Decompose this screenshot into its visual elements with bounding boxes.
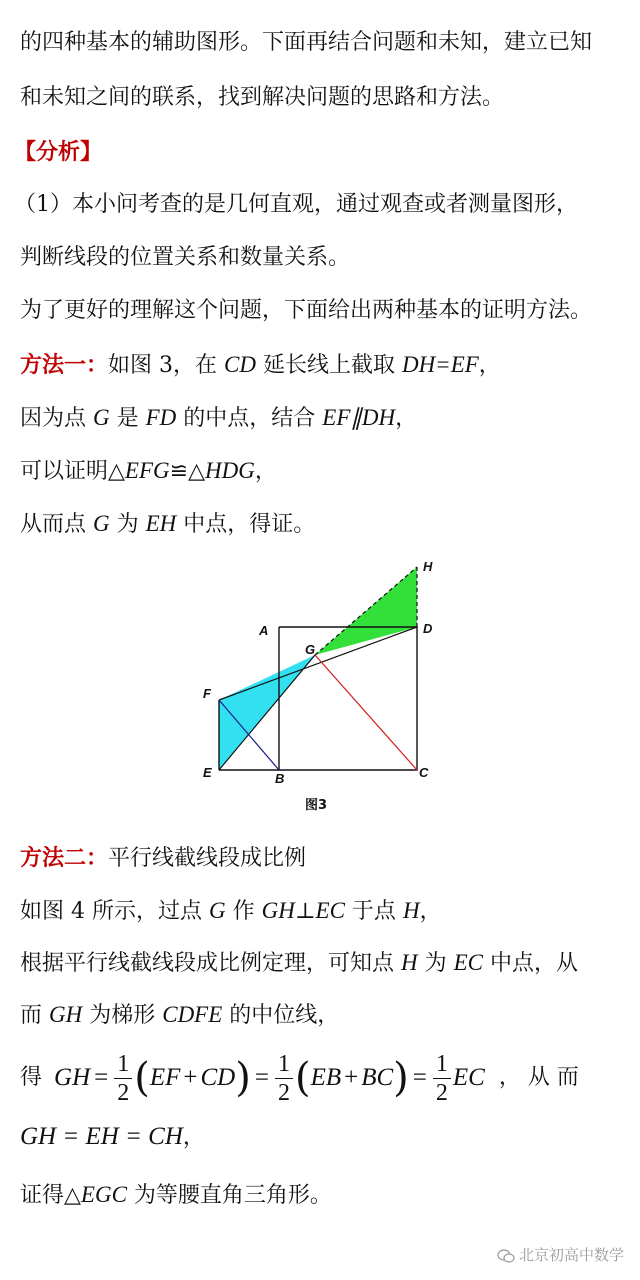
math-text: GH xyxy=(261,898,295,923)
method1-line4 xyxy=(20,509,315,540)
frac-num: 1 xyxy=(114,1050,132,1079)
math-text: EF∥DH xyxy=(322,405,396,430)
frac-den: 2 xyxy=(435,1079,448,1106)
math-text: + xyxy=(344,1064,359,1091)
method1-line3 xyxy=(20,456,277,487)
text: 证得△ xyxy=(20,1183,81,1208)
label-e: E xyxy=(203,765,212,780)
text: 中点，从 xyxy=(483,951,579,976)
method2-line5 xyxy=(20,1180,332,1211)
text: 从而点 xyxy=(20,512,93,537)
watermark-text: 北京初高中数学 xyxy=(518,1246,624,1264)
line-gc xyxy=(315,655,417,770)
math-text: EH xyxy=(145,511,177,536)
text: 为 xyxy=(417,951,454,976)
text: ， xyxy=(182,1125,205,1150)
fraction xyxy=(114,1050,132,1107)
method1-line2 xyxy=(20,403,417,434)
math-text: GH = EH = CH xyxy=(20,1123,183,1150)
watermark xyxy=(497,1244,624,1265)
math-text: H xyxy=(402,898,420,923)
method2-line3 xyxy=(20,1000,339,1031)
text-line: 为了更好的理解这个问题，下面给出两种基本的证明方法。 xyxy=(20,298,593,323)
text: ≌△ xyxy=(169,459,205,484)
text: 因为点 xyxy=(20,406,93,431)
paren: ) xyxy=(393,1055,409,1101)
math-text: BC xyxy=(361,1064,394,1091)
math-text: HDG xyxy=(205,458,255,483)
label-h: H xyxy=(423,559,433,574)
text: 如图 3，在 xyxy=(108,353,224,378)
text: 作 xyxy=(225,899,262,924)
fraction xyxy=(433,1050,451,1107)
method2-line0 xyxy=(20,843,306,874)
math-text: = xyxy=(254,1064,269,1091)
paren: ) xyxy=(235,1055,251,1101)
text: 为等腰直角三角形。 xyxy=(126,1183,332,1208)
math-text: H xyxy=(401,950,418,975)
equation2-line xyxy=(20,1122,205,1153)
math-text: EC xyxy=(315,898,345,923)
text: 而 xyxy=(20,1003,49,1028)
math-text: CD xyxy=(224,352,256,377)
figure-caption: 图3 xyxy=(305,798,328,813)
frac-num: 1 xyxy=(275,1050,293,1079)
analysis-heading: 【分析】 xyxy=(14,139,103,165)
text: ⊥ xyxy=(294,899,316,924)
text: 的中位线， xyxy=(222,1003,340,1028)
line-fd xyxy=(219,627,417,700)
math-text: G xyxy=(93,405,110,430)
math-text: = xyxy=(94,1064,109,1091)
text: 根据平行线截线段成比例定理，可知点 xyxy=(20,951,401,976)
math-text: DH=EF xyxy=(401,352,479,377)
method2-line1 xyxy=(20,896,442,927)
math-text: EC xyxy=(452,1064,485,1091)
math-text: CDFE xyxy=(162,1002,223,1027)
math-text: + xyxy=(183,1064,198,1091)
text: 如图 4 所示，过点 xyxy=(20,899,209,924)
text-line: （1）本小问考查的是几何直观，通过观查或者测量图形， xyxy=(14,192,578,217)
math-text: = xyxy=(412,1064,427,1091)
math-text: G xyxy=(93,511,110,536)
frac-den: 2 xyxy=(117,1079,130,1106)
method2-label: 方法二： xyxy=(20,845,109,871)
math-text: FD xyxy=(145,405,177,430)
text: ， xyxy=(254,459,277,484)
method1-label: 方法一： xyxy=(20,352,109,378)
text: 延长线上截取 xyxy=(255,353,402,378)
method1-line1 xyxy=(20,350,501,381)
math-text: CD xyxy=(200,1064,236,1091)
math-text: GH xyxy=(49,1002,83,1027)
text-line: 的四种基本的辅助图形。下面再结合问题和未知，建立已知 xyxy=(20,30,593,55)
text-line: 判断线段的位置关系和数量关系。 xyxy=(20,245,351,270)
text-line: 和未知之间的联系，找到解决问题的思路和方法。 xyxy=(20,85,505,110)
label-b: B xyxy=(275,771,285,786)
text: 的中点，结合 xyxy=(176,406,323,431)
text: 是 xyxy=(109,406,146,431)
square-outline xyxy=(279,627,417,770)
math-text: GH xyxy=(54,1064,91,1091)
method2-line2 xyxy=(20,948,578,979)
math-text: EGC xyxy=(80,1182,127,1207)
text: 中点，得证。 xyxy=(176,512,316,537)
label-g: G xyxy=(305,642,316,657)
method2-title: 平行线截线段成比例 xyxy=(108,846,307,871)
math-text: G xyxy=(208,898,226,923)
text: 得 xyxy=(20,1065,43,1090)
math-text: EFG xyxy=(124,458,170,483)
text: 于点 xyxy=(344,899,403,924)
geometry-figure-3 xyxy=(195,555,445,820)
paren: ( xyxy=(294,1055,311,1101)
text: 可以证明△ xyxy=(20,459,125,484)
text: ， 从 而 xyxy=(498,1065,579,1090)
text: 为 xyxy=(109,512,146,537)
math-text: EC xyxy=(453,950,484,975)
label-c: C xyxy=(419,765,429,780)
frac-num: 1 xyxy=(433,1050,451,1079)
frac-den: 2 xyxy=(277,1079,290,1106)
text: ， xyxy=(478,353,501,378)
fraction xyxy=(275,1050,293,1107)
paren: ( xyxy=(134,1055,150,1101)
wechat-icon xyxy=(497,1249,515,1263)
text: 为梯形 xyxy=(82,1003,163,1028)
math-text: EF xyxy=(149,1064,181,1091)
label-d: D xyxy=(423,621,433,636)
text: ， xyxy=(395,406,418,431)
label-a: A xyxy=(259,623,269,638)
equation-line xyxy=(20,1043,579,1113)
math-text: EB xyxy=(310,1064,342,1091)
label-f: F xyxy=(203,686,211,701)
text: ， xyxy=(419,899,442,924)
